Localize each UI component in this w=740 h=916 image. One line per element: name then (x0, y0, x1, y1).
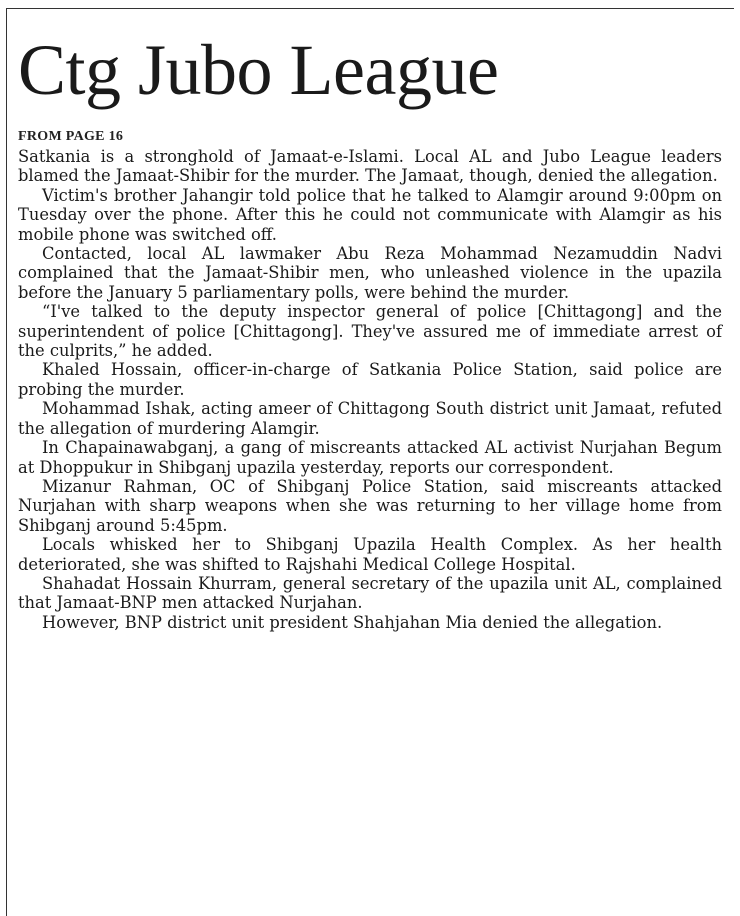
paragraph: However, BNP district unit president Shahjahan Mia denied the allegation. (42, 612, 663, 632)
paragraph: Khaled Hossain, officer-in-charge of Satkania Police Station, said police are probing the murder. (18, 360, 722, 399)
paragraph: Mizanur Rahman, OC of Shibganj Police Station, said miscreants attacked Nurjahan with sharp weapons when she was returning to her village home from Shibganj around 5:45pm. (18, 476, 722, 535)
article-body (18, 128, 722, 632)
paragraph: Satkania is a stronghold of Jamaat-e-Islami. Local AL and Jubo League leaders blamed the Jamaat-Shibir for the murder. The Jamaat, though, denied the allegation. (18, 147, 722, 186)
paragraph: In Chapainawabganj, a gang of miscreants attacked AL activist Nurjahan Begum at Dhoppukur in Shibganj upazila yesterday, reports our correspondent. (18, 438, 722, 477)
paragraph: Shahadat Hossain Khurram, general secretary of the upazila unit AL, complained that Jamaat-BNP men attacked Nurjahan. (18, 573, 722, 613)
jump-line: FROM PAGE 16 (18, 129, 124, 144)
paragraph: Locals whisked her to Shibganj Upazila Health Complex. As her health deteriorated, she was shifted to Rajshahi Medical College Hospital. (18, 535, 722, 574)
paragraph: “I've talked to the deputy inspector general of police [Chittagong] and the superintendent of police [Chittagong]. They've assured me of immediate arrest of the culprits,” he added. (18, 302, 722, 361)
paragraph: Contacted, local AL lawmaker Abu Reza Mohammad Nezamuddin Nadvi complained that the Jamaat-Shibir men, who unleashed violence in the upazila before the January 5 parliamentary polls, were behind the murder. (18, 244, 722, 302)
paragraph: Mohammad Ishak, acting ameer of Chittagong South district unit Jamaat, refuted the allegation of murdering Alamgir. (18, 399, 722, 438)
paragraph: Victim's brother Jahangir told police that he talked to Alamgir around 9:00pm on Tuesday over the phone. After this he could not communicate with Alamgir as his mobile phone was switched off. (18, 185, 722, 244)
headline: Ctg Jubo League (18, 30, 499, 110)
